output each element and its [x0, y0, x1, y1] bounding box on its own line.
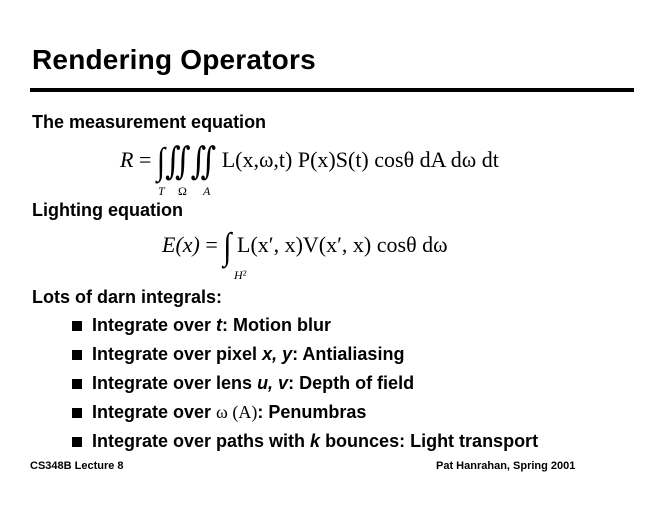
footer-author: Pat Hanrahan, Spring 2001	[436, 460, 576, 472]
eq1-sub-t: T	[158, 184, 165, 198]
list-item: Integrate over t: Motion blur	[72, 315, 538, 344]
lighting-equation: E(x) = ∫ L(x′, x)V(x′, x) cosθ dω	[162, 225, 448, 267]
lighting-heading: Lighting equation	[32, 200, 183, 220]
integrals-list	[72, 315, 538, 460]
list-item: Integrate over lens u, v: Depth of field	[72, 373, 538, 402]
list-item: Integrate over ω (A): Penumbras	[72, 402, 538, 431]
eq1-lhs: R	[120, 147, 134, 172]
square-bullet-icon	[72, 408, 82, 418]
integral-sign-icon: ∫	[223, 225, 232, 267]
eq2-sub-h: H²	[234, 268, 247, 282]
measurement-heading: The measurement equation	[32, 112, 267, 132]
square-bullet-icon	[72, 437, 82, 447]
list-item: Integrate over paths with k bounces: Light transport	[72, 431, 538, 460]
measurement-equation: R = ∫∬∬ L(x,ω,t) P(x)S(t) cosθ dA dω dt	[120, 140, 499, 183]
list-item: Integrate over pixel x, y: Antialiasing	[72, 344, 538, 373]
double-integral-icon: ∬	[165, 140, 191, 183]
double-integral-icon: ∬	[190, 140, 217, 183]
square-bullet-icon	[72, 350, 82, 360]
slide-title: Rendering Operators	[32, 44, 316, 75]
title-divider	[30, 88, 634, 92]
integrals-heading: Lots of darn integrals:	[32, 287, 223, 307]
square-bullet-icon	[72, 379, 82, 389]
eq2-body: L(x′, x)V(x′, x) cosθ dω	[237, 232, 448, 257]
eq1-sub-omega: Ω	[178, 184, 187, 198]
eq1-body: L(x,ω,t) P(x)S(t) cosθ dA dω dt	[221, 147, 499, 172]
eq1-sub-a: A	[203, 184, 211, 198]
integral-sign-icon: ∫	[156, 140, 166, 182]
square-bullet-icon	[72, 321, 82, 331]
footer-course: CS348B Lecture 8	[30, 460, 124, 472]
eq2-lhs: E(x)	[162, 232, 200, 257]
